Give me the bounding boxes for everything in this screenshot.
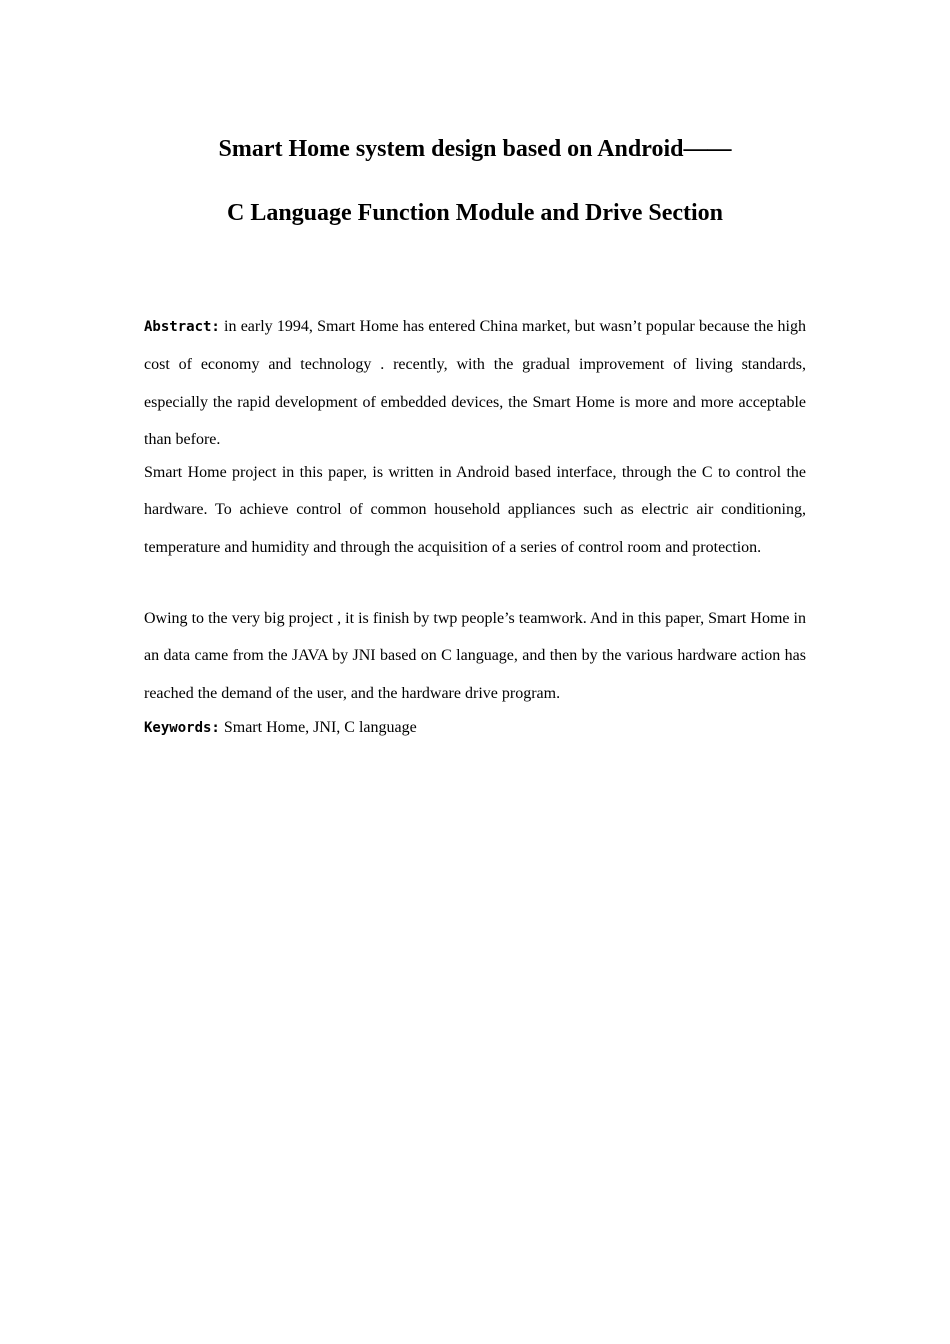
keywords-label: Keywords: bbox=[144, 720, 220, 736]
keywords-line bbox=[144, 709, 806, 747]
body-paragraph bbox=[144, 600, 806, 712]
title-line-1: Smart Home system design based on Android—— bbox=[218, 136, 732, 162]
body-paragraph bbox=[144, 454, 806, 566]
abstract-text: in early 1994, Smart Home has entered China market, but wasn’t popular because the high cost of economy and technology . recently, with the gradual improvement of living standards, especially the rapid development of embedded devices, the Smart Home is more and more acceptable than before. bbox=[144, 318, 806, 448]
title-line-2: C Language Function Module and Drive Section bbox=[226, 200, 724, 226]
keywords-text: Smart Home, JNI, C language bbox=[219, 719, 417, 736]
paragraph-text: Owing to the very big project , it is finish by twp people’s teamwork. And in this paper, Smart Home in an data came from the JAVA by JNI based on C language, and then by the various hardware action has reached the demand of the user, and the hardware drive program. bbox=[144, 610, 806, 702]
abstract-label: Abstract: bbox=[144, 319, 220, 335]
paragraph-text: Smart Home project in this paper, is written in Android based interface, through the C to control the hardware. To achieve control of common household appliances such as electric air conditioning, temperature and humidity and through the acquisition of a series of control room and protection. bbox=[144, 464, 806, 556]
abstract-paragraph bbox=[144, 308, 806, 458]
